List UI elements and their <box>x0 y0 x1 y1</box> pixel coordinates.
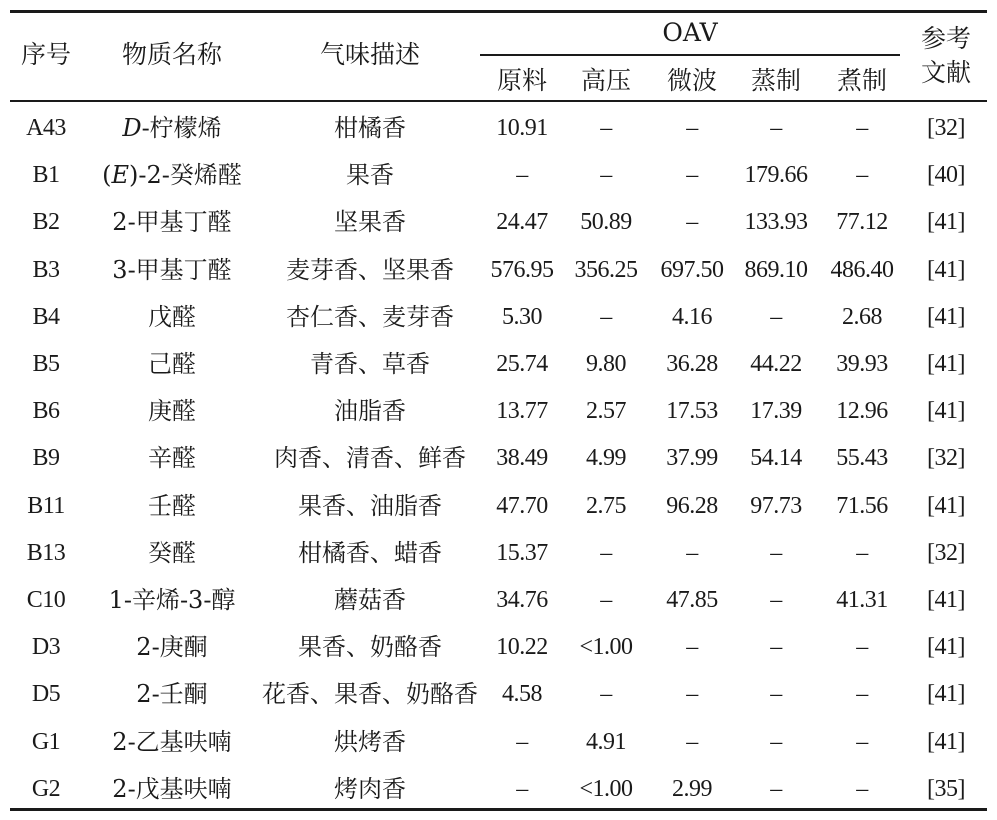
cell-oav-steamed: – <box>770 540 782 566</box>
cell-id: B3 <box>32 257 60 283</box>
cell-odor: 坚果香 <box>334 208 406 236</box>
name-main: -柠檬烯 <box>141 114 222 142</box>
cell-name <box>102 163 242 187</box>
name-main: 1-辛烯-3-醇 <box>108 586 236 614</box>
name-main: 2-乙基呋喃 <box>112 728 232 756</box>
cell-ref: [41] <box>927 729 965 755</box>
name-italic: D <box>122 114 142 142</box>
cell-oav-boiled: – <box>856 540 868 566</box>
cell-ref: [41] <box>927 587 965 613</box>
header-rule <box>10 100 987 102</box>
cell-oav-raw: 10.91 <box>496 115 548 141</box>
cell-oav-raw: – <box>516 162 528 188</box>
cell-oav-steamed: – <box>770 115 782 141</box>
cell-ref: [41] <box>927 634 965 660</box>
cell-odor: 柑橘香、蜡香 <box>298 539 442 567</box>
header-oav-raw: 原料 <box>496 66 548 95</box>
cell-odor: 果香、奶酪香 <box>298 633 442 661</box>
cell-id: B9 <box>32 445 60 471</box>
cell-oav-boiled: 71.56 <box>836 493 888 519</box>
cell-oav-high-pressure: – <box>600 587 612 613</box>
name-main: 庚醛 <box>148 397 196 425</box>
cell-id: G2 <box>31 776 61 802</box>
cell-oav-microwave: – <box>686 681 698 707</box>
cell-oav-steamed: 869.10 <box>744 257 808 283</box>
cell-id: B2 <box>32 209 60 235</box>
cell-oav-boiled: 486.40 <box>830 257 894 283</box>
cell-name <box>148 494 196 518</box>
cell-oav-high-pressure: – <box>600 304 612 330</box>
cell-odor: 果香 <box>346 161 394 189</box>
cell-oav-steamed: 17.39 <box>750 398 802 424</box>
cell-id: C10 <box>26 587 66 613</box>
cell-ref: [32] <box>927 540 965 566</box>
cell-odor: 麦芽香、坚果香 <box>286 256 454 284</box>
header-odor: 气味描述 <box>319 40 421 69</box>
cell-oav-high-pressure: 2.75 <box>586 493 626 519</box>
cell-id: B11 <box>27 493 65 519</box>
header-oav-boiled: 煮制 <box>836 66 888 95</box>
cell-oav-raw: 25.74 <box>496 351 548 377</box>
name-italic: E <box>111 161 130 189</box>
cell-oav-steamed: 54.14 <box>750 445 802 471</box>
cell-oav-raw: 38.49 <box>496 445 548 471</box>
header-ref-line1: 参考 <box>920 24 972 53</box>
cell-oav-high-pressure: 2.57 <box>586 398 626 424</box>
cell-oav-microwave: 4.16 <box>672 304 712 330</box>
cell-oav-boiled: – <box>856 729 868 755</box>
cell-oav-raw: 5.30 <box>502 304 542 330</box>
cell-oav-high-pressure: <1.00 <box>579 634 633 660</box>
cell-oav-steamed: 44.22 <box>750 351 802 377</box>
cell-name <box>148 305 196 329</box>
cell-name <box>112 210 231 234</box>
cell-odor: 花香、果香、奶酪香 <box>262 680 478 708</box>
cell-ref: [41] <box>927 257 965 283</box>
cell-oav-high-pressure: 356.25 <box>574 257 638 283</box>
cell-name <box>109 588 236 612</box>
header-oav-steamed: 蒸制 <box>750 66 802 95</box>
top-rule <box>10 10 987 13</box>
cell-ref: [35] <box>927 776 965 802</box>
cell-name <box>148 352 196 376</box>
cell-name <box>112 258 231 282</box>
cell-oav-boiled: 41.31 <box>836 587 888 613</box>
cell-odor: 烘烤香 <box>334 728 406 756</box>
cell-oav-high-pressure: 50.89 <box>580 209 632 235</box>
oav-group-rule <box>480 54 900 56</box>
cell-oav-raw: 576.95 <box>490 257 554 283</box>
cell-name <box>122 116 221 140</box>
cell-oav-raw: – <box>516 776 528 802</box>
cell-oav-steamed: 179.66 <box>744 162 808 188</box>
cell-oav-microwave: 37.99 <box>666 445 718 471</box>
cell-ref: [40] <box>927 162 965 188</box>
cell-oav-high-pressure: 4.91 <box>586 729 626 755</box>
cell-oav-high-pressure: – <box>600 115 612 141</box>
cell-oav-microwave: 2.99 <box>672 776 712 802</box>
header-ref-line2: 文献 <box>920 58 972 87</box>
cell-oav-boiled: – <box>856 115 868 141</box>
header-name: 物质名称 <box>121 40 223 69</box>
cell-oav-microwave: 47.85 <box>666 587 718 613</box>
header-oav-high-pressure: 高压 <box>580 66 632 95</box>
name-prefix: ( <box>102 161 112 189</box>
name-main: 癸醛 <box>148 539 196 567</box>
name-main: 壬醛 <box>148 492 196 520</box>
cell-ref: [32] <box>927 445 965 471</box>
cell-id: B6 <box>32 398 60 424</box>
cell-name <box>136 635 207 659</box>
cell-oav-high-pressure: – <box>600 162 612 188</box>
cell-oav-steamed: – <box>770 729 782 755</box>
cell-name <box>148 541 196 565</box>
cell-name <box>136 682 207 706</box>
name-main: 辛醛 <box>148 444 196 472</box>
cell-id: B1 <box>32 162 60 188</box>
header-oav: OAV <box>662 18 718 47</box>
cell-id: D5 <box>31 681 61 707</box>
header-oav-microwave: 微波 <box>666 66 718 95</box>
cell-oav-boiled: 12.96 <box>836 398 888 424</box>
cell-oav-boiled: – <box>856 634 868 660</box>
cell-ref: [41] <box>927 209 965 235</box>
cell-oav-steamed: – <box>770 304 782 330</box>
cell-oav-microwave: 36.28 <box>666 351 718 377</box>
name-main: 己醛 <box>148 350 196 378</box>
cell-ref: [41] <box>927 398 965 424</box>
cell-oav-microwave: – <box>686 209 698 235</box>
cell-oav-high-pressure: <1.00 <box>579 776 633 802</box>
cell-oav-raw: – <box>516 729 528 755</box>
cell-oav-steamed: – <box>770 634 782 660</box>
cell-id: G1 <box>31 729 61 755</box>
cell-odor: 油脂香 <box>334 397 406 425</box>
cell-oav-high-pressure: 4.99 <box>586 445 626 471</box>
cell-oav-boiled: 2.68 <box>842 304 882 330</box>
cell-odor: 青香、草香 <box>310 350 430 378</box>
cell-name <box>148 399 196 423</box>
cell-id: B4 <box>32 304 60 330</box>
name-main: 2-庚酮 <box>136 633 208 661</box>
cell-oav-steamed: – <box>770 776 782 802</box>
cell-oav-steamed: 133.93 <box>744 209 808 235</box>
name-main: )-2-癸烯醛 <box>129 161 242 189</box>
cell-oav-raw: 15.37 <box>496 540 548 566</box>
name-main: 2-壬酮 <box>136 680 208 708</box>
cell-oav-raw: 24.47 <box>496 209 548 235</box>
cell-odor: 烤肉香 <box>334 775 406 803</box>
cell-oav-boiled: 39.93 <box>836 351 888 377</box>
name-main: 戊醛 <box>148 303 196 331</box>
cell-odor: 肉香、清香、鲜香 <box>274 444 466 472</box>
cell-oav-high-pressure: – <box>600 681 612 707</box>
cell-oav-raw: 47.70 <box>496 493 548 519</box>
cell-oav-microwave: – <box>686 115 698 141</box>
cell-oav-microwave: – <box>686 634 698 660</box>
cell-ref: [41] <box>927 304 965 330</box>
cell-oav-steamed: – <box>770 587 782 613</box>
cell-id: B13 <box>26 540 66 566</box>
cell-id: A43 <box>26 115 66 141</box>
header-id: 序号 <box>20 40 72 69</box>
cell-oav-microwave: 96.28 <box>666 493 718 519</box>
cell-oav-microwave: – <box>686 729 698 755</box>
cell-odor: 蘑菇香 <box>334 586 406 614</box>
cell-oav-microwave: – <box>686 162 698 188</box>
cell-oav-steamed: – <box>770 681 782 707</box>
cell-odor: 杏仁香、麦芽香 <box>286 303 454 331</box>
cell-oav-raw: 4.58 <box>502 681 542 707</box>
cell-ref: [41] <box>927 351 965 377</box>
cell-id: B5 <box>32 351 60 377</box>
cell-name <box>148 446 196 470</box>
bottom-rule <box>10 808 987 811</box>
cell-oav-high-pressure: 9.80 <box>586 351 626 377</box>
cell-oav-raw: 10.22 <box>496 634 548 660</box>
cell-id: D3 <box>31 634 61 660</box>
cell-oav-microwave: – <box>686 540 698 566</box>
cell-odor: 果香、油脂香 <box>298 492 442 520</box>
cell-oav-high-pressure: – <box>600 540 612 566</box>
cell-oav-microwave: 697.50 <box>660 257 724 283</box>
name-main: 2-戊基呋喃 <box>112 775 232 803</box>
cell-oav-steamed: 97.73 <box>750 493 802 519</box>
cell-oav-boiled: – <box>856 162 868 188</box>
name-main: 2-甲基丁醛 <box>112 208 232 236</box>
name-main: 3-甲基丁醛 <box>112 256 232 284</box>
cell-oav-boiled: – <box>856 681 868 707</box>
cell-ref: [41] <box>927 493 965 519</box>
cell-oav-boiled: – <box>856 776 868 802</box>
cell-oav-raw: 34.76 <box>496 587 548 613</box>
cell-oav-boiled: 55.43 <box>836 445 888 471</box>
cell-ref: [41] <box>927 681 965 707</box>
cell-ref: [32] <box>927 115 965 141</box>
cell-oav-microwave: 17.53 <box>666 398 718 424</box>
cell-oav-raw: 13.77 <box>496 398 548 424</box>
cell-name <box>112 730 231 754</box>
cell-oav-boiled: 77.12 <box>836 209 888 235</box>
cell-odor: 柑橘香 <box>334 114 406 142</box>
cell-name <box>112 777 231 801</box>
